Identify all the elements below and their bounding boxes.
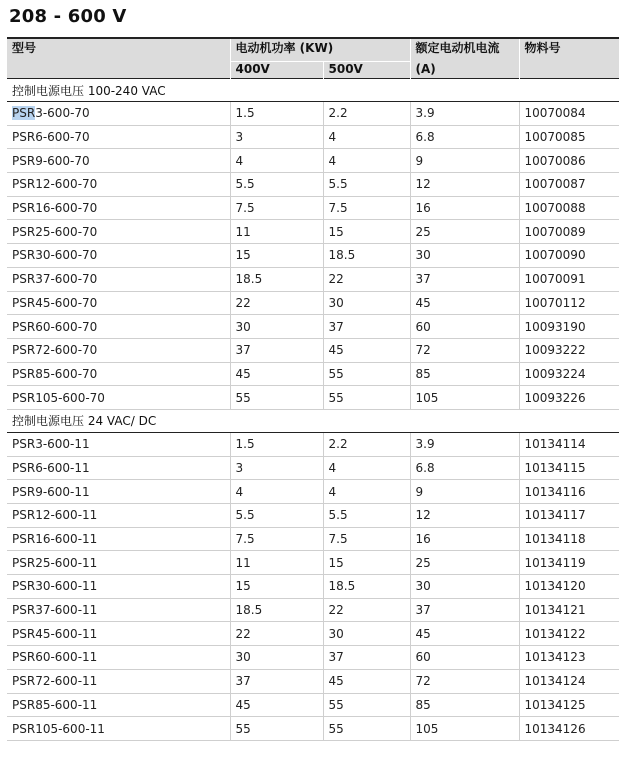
model-cell: PSR60-600-70 [7,315,230,339]
kw400-cell: 11 [230,220,323,244]
kw400-cell: 3 [230,456,323,480]
model-cell: PSR105-600-11 [7,717,230,741]
current-cell: 25 [410,220,519,244]
kw400-cell: 22 [230,291,323,315]
part-number-cell: 10134126 [519,717,619,741]
model-cell: PSR9-600-70 [7,149,230,173]
selected-text: PSR [12,106,36,121]
kw500-cell: 15 [323,220,410,244]
table-row [7,125,619,149]
kw500-cell: 55 [323,362,410,386]
current-cell: 60 [410,646,519,670]
part-number-cell: 10070084 [519,102,619,126]
header-model: 型号 [7,38,230,62]
kw500-cell: 55 [323,717,410,741]
part-number-cell: 10093226 [519,386,619,410]
kw400-cell: 7.5 [230,527,323,551]
current-cell: 25 [410,551,519,575]
kw500-cell: 55 [323,693,410,717]
part-number-cell: 10093224 [519,362,619,386]
table-row [7,338,619,362]
model-cell [7,102,230,126]
current-cell: 3.9 [410,432,519,456]
table-row [7,480,619,504]
model-cell: PSR25-600-11 [7,551,230,575]
table-row [7,196,619,220]
kw500-cell: 18.5 [323,575,410,599]
kw400-cell: 55 [230,386,323,410]
part-number-cell: 10070088 [519,196,619,220]
part-number-cell: 10134121 [519,598,619,622]
kw500-cell: 55 [323,386,410,410]
current-cell: 6.8 [410,125,519,149]
model-cell: PSR3-600-11 [7,432,230,456]
kw400-cell: 4 [230,149,323,173]
table-row [7,575,619,599]
current-cell: 45 [410,291,519,315]
current-cell: 37 [410,267,519,291]
table-header [7,38,619,79]
table-row [7,362,619,386]
part-number-cell: 10134123 [519,646,619,670]
header-current: 额定电动机电流 [410,38,519,62]
model-cell: PSR12-600-70 [7,173,230,197]
model-cell: PSR37-600-70 [7,267,230,291]
current-cell: 72 [410,338,519,362]
current-cell: 30 [410,575,519,599]
current-cell: 60 [410,315,519,339]
header-400v: 400V [230,62,323,79]
model-cell: PSR6-600-70 [7,125,230,149]
kw400-cell: 5.5 [230,504,323,528]
kw400-cell: 55 [230,717,323,741]
table-row [7,551,619,575]
kw400-cell: 37 [230,338,323,362]
kw400-cell: 45 [230,693,323,717]
table-body [7,79,619,741]
kw400-cell: 30 [230,315,323,339]
model-cell: PSR60-600-11 [7,646,230,670]
group-row [7,79,619,102]
kw400-cell: 18.5 [230,598,323,622]
part-number-cell: 10134117 [519,504,619,528]
current-cell: 16 [410,196,519,220]
part-number-cell: 10070085 [519,125,619,149]
part-number-cell: 10134118 [519,527,619,551]
kw500-cell: 2.2 [323,102,410,126]
part-number-cell: 10134119 [519,551,619,575]
table-row [7,693,619,717]
group-label: 控制电源电压 24 VAC/ DC [7,409,619,432]
part-number-cell: 10134116 [519,480,619,504]
part-number-cell: 10134114 [519,432,619,456]
kw400-cell: 3 [230,125,323,149]
header-part-blank [519,62,619,79]
current-cell: 12 [410,504,519,528]
table-row [7,173,619,197]
current-cell: 3.9 [410,102,519,126]
kw400-cell: 7.5 [230,196,323,220]
table-row [7,149,619,173]
model-cell: PSR16-600-70 [7,196,230,220]
table-row [7,315,619,339]
kw500-cell: 5.5 [323,504,410,528]
kw500-cell: 4 [323,480,410,504]
kw400-cell: 45 [230,362,323,386]
kw500-cell: 30 [323,622,410,646]
kw500-cell: 7.5 [323,527,410,551]
model-cell: PSR6-600-11 [7,456,230,480]
page-title: 208 - 600 V [9,6,127,27]
current-cell: 6.8 [410,456,519,480]
part-number-cell: 10070089 [519,220,619,244]
table-row [7,267,619,291]
table-row [7,527,619,551]
current-cell: 45 [410,622,519,646]
header-current-unit: (A) [410,62,519,79]
header-power: 电动机功率 (KW) [230,38,410,62]
current-cell: 72 [410,669,519,693]
kw500-cell: 15 [323,551,410,575]
part-number-cell: 10134124 [519,669,619,693]
kw500-cell: 5.5 [323,173,410,197]
table-row [7,220,619,244]
part-number-cell: 10070087 [519,173,619,197]
model-cell: PSR105-600-70 [7,386,230,410]
current-cell: 85 [410,362,519,386]
model-cell: PSR85-600-11 [7,693,230,717]
kw400-cell: 18.5 [230,267,323,291]
current-cell: 105 [410,386,519,410]
current-cell: 9 [410,480,519,504]
part-number-cell: 10070090 [519,244,619,268]
current-cell: 9 [410,149,519,173]
kw500-cell: 37 [323,646,410,670]
kw500-cell: 45 [323,338,410,362]
kw500-cell: 45 [323,669,410,693]
model-text: 3-600-70 [35,106,90,121]
kw400-cell: 37 [230,669,323,693]
table-row [7,669,619,693]
kw500-cell: 4 [323,125,410,149]
kw500-cell: 4 [323,149,410,173]
model-cell: PSR37-600-11 [7,598,230,622]
current-cell: 30 [410,244,519,268]
kw500-cell: 30 [323,291,410,315]
current-cell: 85 [410,693,519,717]
kw400-cell: 4 [230,480,323,504]
part-number-cell: 10070091 [519,267,619,291]
kw500-cell: 18.5 [323,244,410,268]
model-cell: PSR72-600-11 [7,669,230,693]
header-500v: 500V [323,62,410,79]
kw500-cell: 2.2 [323,432,410,456]
table-row [7,244,619,268]
model-cell: PSR25-600-70 [7,220,230,244]
part-number-cell: 10070086 [519,149,619,173]
current-cell: 16 [410,527,519,551]
part-number-cell: 10134122 [519,622,619,646]
part-number-cell: 10093222 [519,338,619,362]
table-row [7,386,619,410]
kw400-cell: 1.5 [230,432,323,456]
model-cell: PSR72-600-70 [7,338,230,362]
kw400-cell: 22 [230,622,323,646]
group-row [7,409,619,432]
model-cell: PSR45-600-11 [7,622,230,646]
model-cell: PSR16-600-11 [7,527,230,551]
kw500-cell: 37 [323,315,410,339]
table-row [7,432,619,456]
current-cell: 105 [410,717,519,741]
kw500-cell: 4 [323,456,410,480]
part-number-cell: 10134120 [519,575,619,599]
table-row [7,291,619,315]
table-row [7,646,619,670]
current-cell: 12 [410,173,519,197]
table-row [7,598,619,622]
header-part: 物料号 [519,38,619,62]
model-cell: PSR12-600-11 [7,504,230,528]
table-row [7,102,619,126]
kw400-cell: 11 [230,551,323,575]
model-cell: PSR9-600-11 [7,480,230,504]
part-number-cell: 10134115 [519,456,619,480]
spec-table [7,37,619,741]
table-row [7,717,619,741]
table-row [7,504,619,528]
kw500-cell: 22 [323,598,410,622]
table-row [7,622,619,646]
kw500-cell: 7.5 [323,196,410,220]
model-cell: PSR30-600-11 [7,575,230,599]
model-cell: PSR85-600-70 [7,362,230,386]
group-label: 控制电源电压 100-240 VAC [7,79,619,102]
kw400-cell: 30 [230,646,323,670]
part-number-cell: 10070112 [519,291,619,315]
header-model-blank [7,62,230,79]
model-cell: PSR30-600-70 [7,244,230,268]
current-cell: 37 [410,598,519,622]
kw500-cell: 22 [323,267,410,291]
model-cell: PSR45-600-70 [7,291,230,315]
part-number-cell: 10134125 [519,693,619,717]
kw400-cell: 15 [230,575,323,599]
kw400-cell: 15 [230,244,323,268]
kw400-cell: 5.5 [230,173,323,197]
part-number-cell: 10093190 [519,315,619,339]
table-row [7,456,619,480]
kw400-cell: 1.5 [230,102,323,126]
